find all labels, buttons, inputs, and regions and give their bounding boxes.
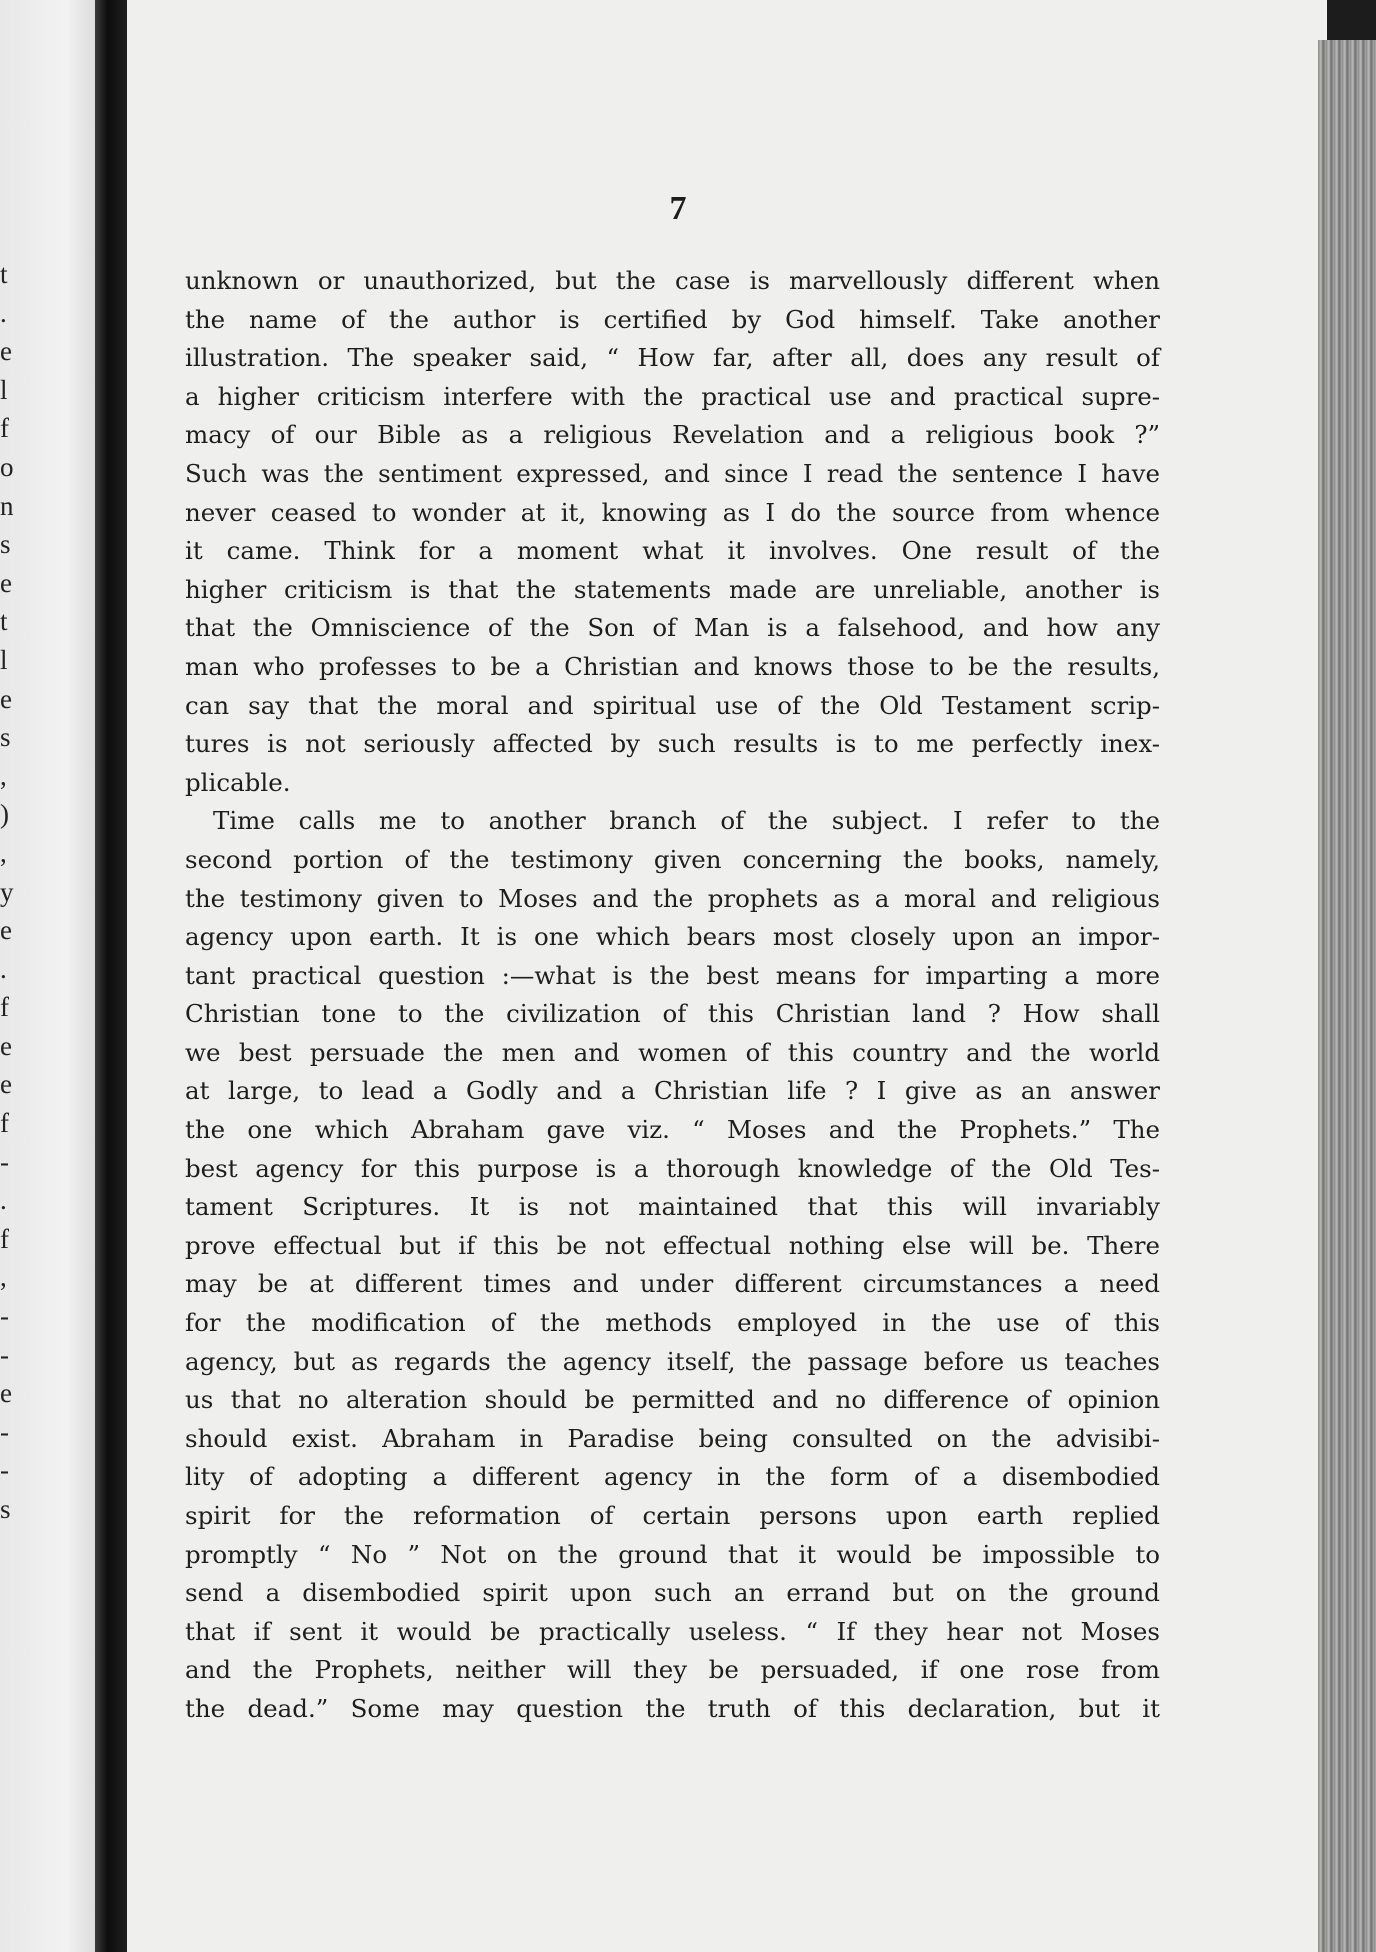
text-line: that if sent it would be practically useless. “ If they hear not Moses	[185, 1616, 1160, 1646]
text-line: at large, to lead a Godly and a Christian life ? I give as an answer	[185, 1076, 1160, 1106]
text-line: agency upon earth. It is one which bears most closely upon an impor-	[185, 922, 1160, 952]
facing-page-letter: f	[0, 992, 9, 1023]
facing-page-letter: o	[0, 451, 14, 482]
facing-page-letter: e	[0, 1069, 12, 1100]
text-line: promptly “ No ” Not on the ground that it would be impossible to	[185, 1539, 1160, 1569]
facing-page-letter: -	[0, 1146, 9, 1177]
facing-page-letter: n	[0, 490, 14, 521]
facing-page-letter: s	[0, 722, 11, 753]
facing-page-letter: t	[0, 259, 8, 289]
facing-page-edge	[0, 0, 95, 1952]
text-line: second portion of the testimony given concerning the books, namely,	[185, 844, 1160, 874]
facing-page-cut-text	[0, 255, 20, 1755]
text-line: can say that the moral and spiritual use of the Old Testament scrip-	[185, 690, 1160, 720]
facing-page-letter: l	[0, 644, 8, 675]
text-line: should exist. Abraham in Paradise being consulted on the advisibi-	[185, 1423, 1160, 1453]
facing-page-letter: .	[0, 297, 7, 328]
text-line: illustration. The speaker said, “ How far, after all, does any result of	[185, 343, 1160, 373]
facing-page-letter: f	[0, 1223, 9, 1254]
facing-page-letter: t	[0, 606, 8, 637]
text-line: tures is not seriously affected by such results is to me perfectly inex-	[185, 729, 1160, 759]
page-stack-edge	[1318, 40, 1376, 1952]
text-line: tament Scriptures. It is not maintained that this will invariably	[185, 1192, 1160, 1222]
facing-page-letter: s	[0, 1494, 11, 1524]
text-line: prove effectual but if this be not effectual nothing else will be. There	[185, 1230, 1160, 1260]
facing-page-letter: y	[0, 876, 14, 907]
text-line: higher criticism is that the statements made are unreliable, another is	[185, 574, 1160, 604]
text-line: never ceased to wonder at it, knowing as I do the source from whence	[185, 497, 1160, 527]
text-line: spirit for the reformation of certain persons upon earth replied	[185, 1501, 1160, 1530]
facing-page-letter: .	[0, 953, 7, 984]
body-text	[185, 262, 1160, 1729]
page-number: 7	[669, 190, 687, 227]
text-line: best agency for this purpose is a thorough knowledge of the Old Tes-	[185, 1153, 1160, 1183]
text-line: tant practical question :—what is the best means for imparting a more	[185, 960, 1160, 990]
facing-page-letter: e	[0, 1030, 12, 1061]
facing-page-letter: ,	[0, 760, 7, 791]
facing-page-letter: -	[0, 1416, 9, 1447]
text-line: agency, but as regards the agency itself, the passage before us teaches	[185, 1346, 1160, 1376]
facing-page-letter: l	[0, 374, 8, 405]
facing-page-letter: -	[0, 1455, 9, 1486]
facing-page-letter: f	[0, 413, 9, 444]
text-line: the name of the author is certified by God himself. Take another	[185, 304, 1160, 334]
facing-page-letter: ,	[0, 1262, 7, 1293]
text-line: that the Omniscience of the Son of Man is a falsehood, and how any	[185, 613, 1160, 643]
text-line: unknown or unauthorized, but the case is marvellously different when	[185, 266, 1160, 295]
facing-page-letter: -	[0, 1301, 9, 1332]
facing-page-letter: e	[0, 683, 12, 714]
text-line: a higher criticism interfere with the practical use and practical supre-	[185, 381, 1160, 411]
facing-page-letter: e	[0, 1378, 12, 1409]
text-line: man who professes to be a Christian and knows those to be the results,	[185, 651, 1160, 681]
facing-page-letter: f	[0, 1108, 9, 1139]
text-line: macy of our Bible as a religious Revelation and a religious book ?”	[185, 420, 1160, 450]
facing-page-letter: e	[0, 567, 12, 598]
text-line: the one which Abraham gave viz. “ Moses and the Prophets.” The	[185, 1115, 1160, 1145]
text-line: send a disembodied spirit upon such an errand but on the ground	[185, 1578, 1160, 1608]
facing-page-letter: s	[0, 529, 11, 560]
text-line: Such was the sentiment expressed, and since I read the sentence I have	[185, 458, 1160, 488]
text-line: we best persuade the men and women of this country and the world	[185, 1037, 1160, 1067]
book-gutter	[95, 0, 127, 1952]
facing-page-letter: .	[0, 1185, 7, 1216]
text-line: lity of adopting a different agency in the form of a disembodied	[185, 1462, 1160, 1492]
facing-page-letter: e	[0, 336, 12, 367]
text-line: and the Prophets, neither will they be persuaded, if one rose from	[185, 1655, 1160, 1685]
text-line: Christian tone to the civilization of this Christian land ? How shall	[185, 999, 1160, 1029]
text-line: plicable.	[185, 767, 291, 797]
text-line: it came. Think for a moment what it involves. One result of the	[185, 536, 1160, 566]
facing-page-letter: ,	[0, 837, 7, 868]
text-line: the dead.” Some may question the truth of this declaration, but it	[185, 1693, 1160, 1723]
text-line: the testimony given to Moses and the prophets as a moral and religious	[185, 883, 1160, 913]
text-line: Time calls me to another branch of the subject. I refer to the	[213, 806, 1160, 836]
text-line: may be at different times and under different circumstances a need	[185, 1269, 1160, 1299]
facing-page-letter: e	[0, 915, 12, 946]
text-line: us that no alteration should be permitted and no difference of opinion	[185, 1385, 1160, 1415]
facing-page-letter: -	[0, 1339, 9, 1370]
facing-page-letter: )	[0, 799, 9, 830]
text-line: for the modification of the methods employed in the use of this	[185, 1308, 1160, 1338]
